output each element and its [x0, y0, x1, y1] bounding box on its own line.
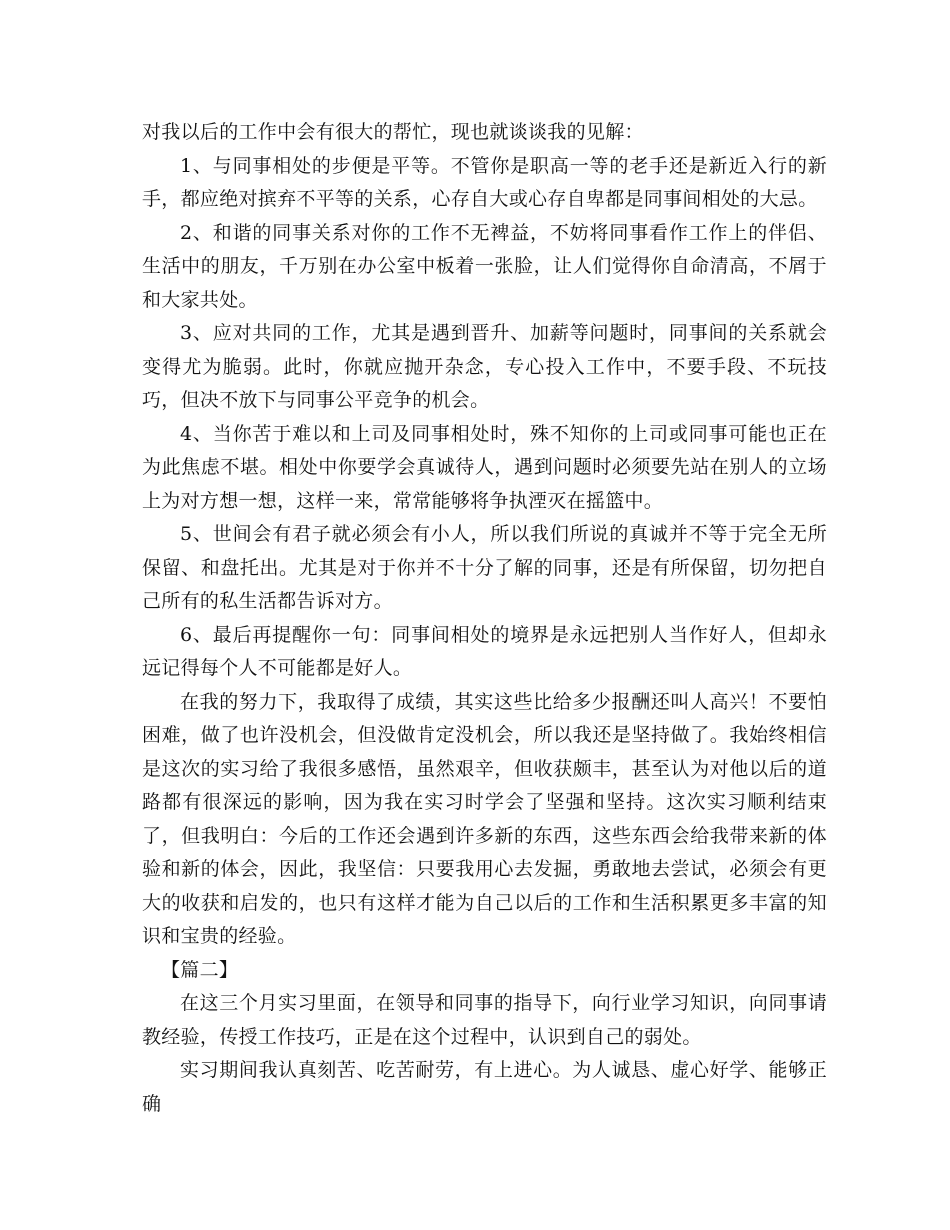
- document-body: [142, 116, 827, 1121]
- paragraph-point-1: 1、与同事相处的步便是平等。不管你是职高一等的老手还是新近入行的新手，都应绝对摈弃不平等的关系，心存自大或心存自卑都是同事间相处的大忌。: [142, 154, 827, 210]
- section-heading: 【篇二】: [161, 958, 239, 981]
- paragraph-section2-2: 实习期间我认真刻苦、吃苦耐劳，有上进心。为人诚恳、虚心好学、能够正确: [142, 1059, 827, 1115]
- paragraph-point-4: 4、当你苦于难以和上司及同事相处时，殊不知你的上司或同事可能也正在为此焦虑不堪。相处中你要学会真诚待人，遇到问题时必须要先站在别人的立场上为对方想一想，这样一来，常常能够将争执湮灭在摇篮中。: [142, 422, 827, 512]
- paragraph-section2-1: 在这三个月实习里面，在领导和同事的指导下，向行业学习知识，向同事请教经验，传授工作技巧，正是在这个过程中，认识到自己的弱处。: [142, 992, 827, 1048]
- paragraph-intro: 对我以后的工作中会有很大的帮忙，现也就谈谈我的见解：: [142, 121, 644, 143]
- paragraph-conclusion: 在我的努力下，我取得了成绩，其实这些比给多少报酬还叫人高兴！不要怕困难，做了也许没机会，但没做肯定没机会，所以我还是坚持做了。我始终相信是这次的实习给了我很多感悟，虽然艰辛，但收获颇丰，甚至认为对他以后的道路都有很深远的影响，因为我在实习时学会了坚强和坚持。这次实习顺利结束了，但我明白：今后的工作还会遇到许多新的东西，这些东西会给我带来新的体验和新的体会，因此，我坚信：只要我用心去发掘，勇敢地去尝试，必须会有更大的收获和启发的，也只有这样才能为自己以后的工作和生活积累更多丰富的知识和宝贵的经验。: [142, 690, 827, 947]
- paragraph-point-5: 5、世间会有君子就必须会有小人，所以我们所说的真诚并不等于完全无所保留、和盘托出。尤其是对于你并不十分了解的同事，还是有所保留，切勿把自己所有的私生活都告诉对方。: [142, 523, 827, 612]
- paragraph-point-3: 3、应对共同的工作，尤其是遇到晋升、加薪等问题时，同事间的关系就会变得尤为脆弱。此时，你就应抛开杂念，专心投入工作中，不要手段、不玩技巧，但决不放下与同事公平竞争的机会。: [142, 322, 827, 411]
- paragraph-point-6: 6、最后再提醒你一句：同事间相处的境界是永远把别人当作好人，但却永远记得每个人不可能都是好人。: [142, 623, 827, 679]
- paragraph-point-2: 2、和谐的同事关系对你的工作不无裨益，不妨将同事看作工作上的伴侣、生活中的朋友，千万别在办公室中板着一张脸，让人们觉得你自命清高，不屑于和大家共处。: [142, 221, 827, 311]
